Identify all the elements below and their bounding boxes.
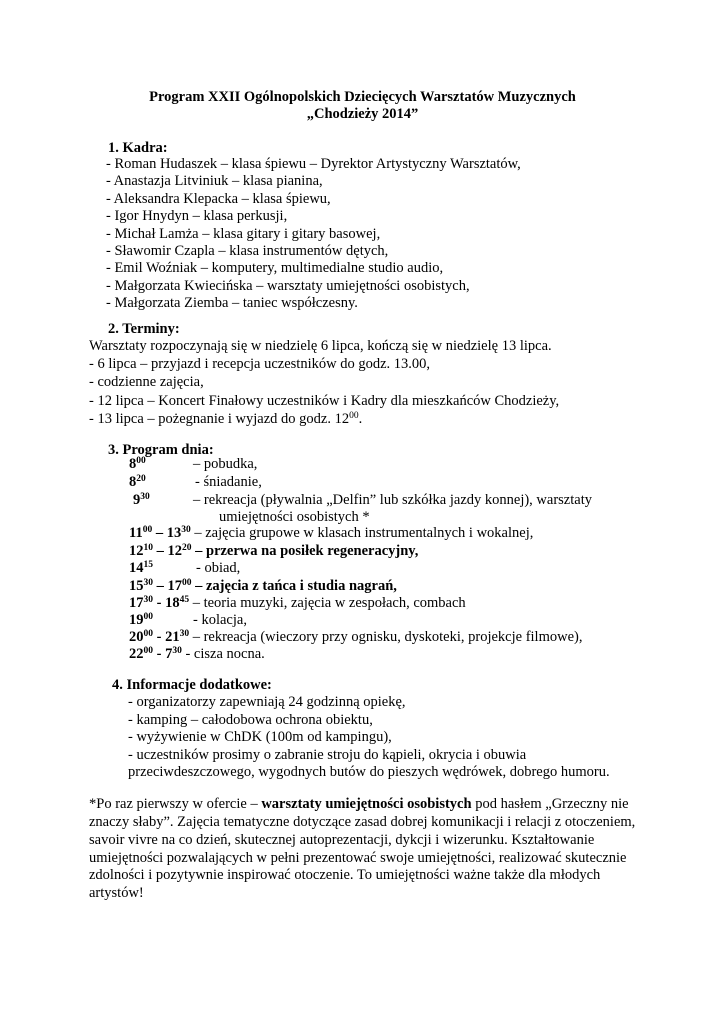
document-title-line-1: Program XXII Ogólnopolskich Dziecięcych Warsztatów Muzycznych bbox=[149, 89, 576, 105]
footnote-line: zdolności i pozytywnie inspirować otoczenie. To umiejętności ważne także dla młodych bbox=[89, 867, 601, 884]
schedule-time bbox=[129, 577, 397, 595]
schedule-activity: – rekreacja (wieczory przy ognisku, dyskoteki, projekcje filmowe), bbox=[189, 629, 583, 645]
terminy-item: - 6 lipca – przyjazd i recepcja uczestników do godz. 13.00, bbox=[89, 356, 431, 373]
schedule-end-min: 30 bbox=[179, 629, 190, 639]
schedule-start-hour: 9 bbox=[133, 492, 141, 508]
kadra-item: - Aleksandra Klepacka – klasa śpiewu, bbox=[106, 190, 331, 207]
terminy-last-sup: 00 bbox=[349, 411, 359, 421]
schedule-activity: – pobudka, bbox=[193, 456, 258, 472]
schedule-activity: umiejętności osobistych * bbox=[219, 509, 370, 525]
schedule-time bbox=[129, 611, 153, 629]
footnote-line: artystów! bbox=[89, 885, 144, 902]
schedule-range-sep: – bbox=[153, 578, 168, 594]
schedule-time bbox=[129, 455, 146, 473]
schedule-end-min: 00 bbox=[182, 578, 192, 588]
info-item: - uczestników prosimy o zabranie stroju do kąpieli, okrycia i obuwia bbox=[128, 746, 527, 763]
schedule-time bbox=[129, 524, 533, 542]
schedule-start-min: 00 bbox=[143, 629, 153, 639]
schedule-start-min: 00 bbox=[142, 525, 153, 535]
terminy-item: - 12 lipca – Koncert Finałowy uczestników i Kadry dla mieszkańców Chodzieży, bbox=[89, 392, 560, 409]
schedule-end-hour: 18 bbox=[165, 595, 180, 611]
schedule-time bbox=[129, 645, 265, 663]
schedule-start-min: 00 bbox=[143, 612, 153, 622]
schedule-range-sep: – bbox=[152, 525, 167, 541]
section-kadra-heading: 1. Kadra: bbox=[108, 140, 168, 156]
section-terminy-heading: 2. Terminy: bbox=[108, 321, 180, 337]
schedule-end-hour: 7 bbox=[165, 646, 173, 662]
schedule-start-hour: 8 bbox=[129, 474, 137, 490]
schedule-end-hour: 21 bbox=[165, 629, 180, 645]
terminy-item: - codzienne zajęcia, bbox=[89, 374, 204, 391]
footnote-bold: warsztaty umiejętności osobistych bbox=[261, 796, 472, 812]
schedule-time bbox=[129, 473, 146, 491]
schedule-range-sep: - bbox=[153, 646, 166, 662]
schedule-activity: – rekreacja (pływalnia „Delfin” lub szkółka jazdy konnej), warsztaty bbox=[193, 492, 592, 508]
schedule-range-sep: – bbox=[153, 543, 168, 559]
schedule-start-min: 30 bbox=[143, 595, 153, 605]
terminy-last-suffix: . bbox=[358, 411, 363, 427]
footnote-after: pod hasłem „Grzeczny nie bbox=[471, 796, 629, 812]
kadra-item: - Igor Hnydyn – klasa perkusji, bbox=[106, 208, 288, 225]
kadra-item: - Anastazja Litviniuk – klasa pianina, bbox=[106, 173, 323, 190]
schedule-time bbox=[129, 594, 466, 612]
footnote-line: znaczy słaby”. Zajęcia tematyczne dotyczące zasad dobrej komunikacji i relacji z otoczeniem, bbox=[89, 814, 636, 830]
schedule-start-min: 00 bbox=[136, 456, 146, 466]
terminy-last-item bbox=[89, 410, 362, 428]
kadra-item: - Michał Lamża – klasa gitary i gitary basowej, bbox=[106, 225, 381, 242]
schedule-activity: – zajęcia z tańca i studia nagrań, bbox=[191, 578, 397, 594]
terminy-last-prefix: - 13 lipca – pożegnanie i wyjazd do godz. 12 bbox=[89, 411, 350, 427]
terminy-item: Warsztaty rozpoczynają się w niedzielę 6 lipca, kończą się w niedzielę 13 lipca. bbox=[89, 338, 552, 354]
schedule-end-min: 45 bbox=[179, 595, 190, 605]
document-title-line-2: „Chodzieży 2014” bbox=[306, 106, 419, 122]
schedule-activity: - śniadanie, bbox=[195, 474, 262, 490]
schedule-end-min: 30 bbox=[181, 525, 191, 535]
kadra-item: - Małgorzata Ziemba – taniec współczesny. bbox=[106, 295, 358, 312]
schedule-end-hour: 17 bbox=[167, 578, 182, 594]
schedule-activity: - obiad, bbox=[196, 560, 241, 576]
schedule-activity: - cisza nocna. bbox=[181, 646, 265, 662]
kadra-item: - Emil Woźniak – komputery, multimedialne studio audio, bbox=[106, 260, 444, 277]
schedule-time bbox=[129, 628, 582, 646]
schedule-start-hour: 17 bbox=[129, 595, 144, 611]
schedule-activity: – teoria muzyki, zajęcia w zespołach, combach bbox=[189, 595, 466, 611]
schedule-end-min: 20 bbox=[182, 543, 192, 553]
schedule-start-min: 15 bbox=[143, 560, 153, 570]
schedule-start-hour: 14 bbox=[129, 560, 144, 576]
footnote-line: umiejętności pozwalających w pełni prezentować swoje umiejętności, realizować skutecznie bbox=[89, 849, 627, 866]
schedule-start-hour: 8 bbox=[129, 456, 137, 472]
footnote-intro: *Po raz pierwszy w ofercie – bbox=[89, 796, 262, 812]
schedule-end-min: 30 bbox=[172, 646, 182, 656]
schedule-start-min: 30 bbox=[140, 492, 150, 502]
info-item: - organizatorzy zapewniają 24 godzinną opiekę, bbox=[128, 694, 406, 710]
schedule-start-min: 10 bbox=[143, 543, 153, 553]
schedule-start-hour: 20 bbox=[129, 629, 144, 645]
schedule-activity: – przerwa na posiłek regeneracyjny, bbox=[191, 543, 419, 559]
schedule-time bbox=[129, 559, 153, 577]
info-item: przeciwdeszczowego, wygodnych butów do pieszych wędrówek, dobrego humoru. bbox=[128, 764, 610, 781]
schedule-start-hour: 19 bbox=[129, 612, 144, 628]
schedule-start-min: 20 bbox=[136, 474, 146, 484]
kadra-item: - Małgorzata Kwiecińska – warsztaty umiejętności osobistych, bbox=[106, 277, 470, 294]
schedule-range-sep: - bbox=[153, 629, 166, 645]
schedule-activity: - kolacja, bbox=[193, 612, 247, 628]
schedule-start-hour: 22 bbox=[129, 646, 144, 662]
schedule-end-hour: 12 bbox=[167, 543, 182, 559]
schedule-end-hour: 13 bbox=[166, 525, 182, 541]
info-item: - wyżywienie w ChDK (100m od kampingu), bbox=[128, 729, 392, 746]
schedule-start-min: 00 bbox=[143, 646, 153, 656]
schedule-time bbox=[133, 491, 150, 509]
footnote-first-line bbox=[89, 795, 649, 813]
schedule-activity: – zajęcia grupowe w klasach instrumentalnych i wokalnej, bbox=[190, 525, 534, 541]
schedule-time bbox=[129, 542, 418, 560]
kadra-item: - Roman Hudaszek – klasa śpiewu – Dyrektor Artystyczny Warsztatów, bbox=[106, 156, 521, 172]
section-program-heading: 3. Program dnia: bbox=[108, 442, 214, 458]
footnote-line: savoir vivre na co dzień, skutecznej autoprezentacji, dykcji i wizerunku. Kształtowanie bbox=[89, 831, 595, 848]
schedule-range-sep: - bbox=[153, 595, 166, 611]
schedule-start-hour: 11 bbox=[129, 525, 143, 541]
schedule-start-hour: 15 bbox=[129, 578, 144, 594]
info-item: - kamping – całodobowa ochrona obiektu, bbox=[128, 711, 373, 728]
section-info-heading: 4. Informacje dodatkowe: bbox=[112, 677, 272, 693]
kadra-item: - Sławomir Czapla – klasa instrumentów dętych, bbox=[106, 243, 389, 259]
schedule-start-min: 30 bbox=[143, 578, 153, 588]
schedule-start-hour: 12 bbox=[129, 543, 144, 559]
